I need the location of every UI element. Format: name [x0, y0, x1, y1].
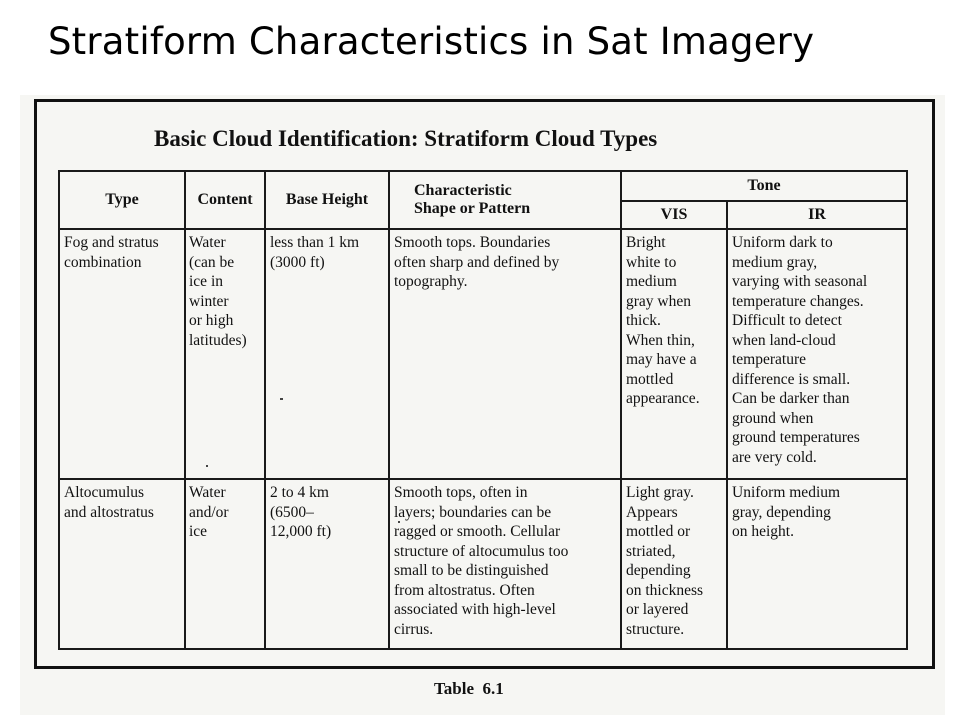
col-header-tone: Tone [621, 171, 907, 201]
scan-speck [280, 398, 283, 400]
cell-shape: Smooth tops. Boundaries often sharp and defined by topography. [389, 229, 621, 479]
cell-vis: Light gray. Appears mottled or striated, depending on thickness or layered structure. [621, 479, 727, 649]
header-row [59, 171, 907, 201]
col-header-type: Type [59, 171, 185, 229]
scan-speck [398, 521, 400, 523]
cell-ir: Uniform dark to medium gray, varying with seasonal temperature changes. Difficult to detect when land-cloud temperature difference is small. Can be darker than ground when ground temperatures are very cold. [727, 229, 907, 479]
col-header-shape: Characteristic Shape or Pattern [389, 171, 621, 229]
col-header-content: Content [185, 171, 265, 229]
table-caption: Table 6.1 [434, 679, 504, 698]
cloud-types-table [58, 170, 908, 650]
table-heading: Basic Cloud Identification: Stratiform Cloud Types [154, 126, 658, 151]
cell-shape: Smooth tops, often in layers; boundaries can be ragged or smooth. Cellular structure of altocumulus too small to be distinguished from altostratus. Often associated with high-level cirrus. [389, 479, 621, 649]
cell-type: Fog and stratus combination [59, 229, 185, 479]
slide-title: Stratiform Characteristics in Sat Imagery [48, 20, 815, 63]
cell-ir: Uniform medium gray, depending on height. [727, 479, 907, 649]
table-row [59, 479, 907, 649]
scan-speck [206, 465, 208, 467]
cell-base-height: 2 to 4 km (6500– 12,000 ft) [265, 479, 389, 649]
cell-content: Water (can be ice in winter or high latitudes) [185, 229, 265, 479]
cell-base-height: less than 1 km (3000 ft) [265, 229, 389, 479]
col-header-base-height: Base Height [265, 171, 389, 229]
col-header-ir: IR [727, 201, 907, 229]
col-header-vis: VIS [621, 201, 727, 229]
table-row [59, 229, 907, 479]
cell-content: Water and/or ice [185, 479, 265, 649]
scanned-table-image [20, 95, 945, 715]
cell-vis: Bright white to medium gray when thick. When thin, may have a mottled appearance. [621, 229, 727, 479]
cell-type: Altocumulus and altostratus [59, 479, 185, 649]
